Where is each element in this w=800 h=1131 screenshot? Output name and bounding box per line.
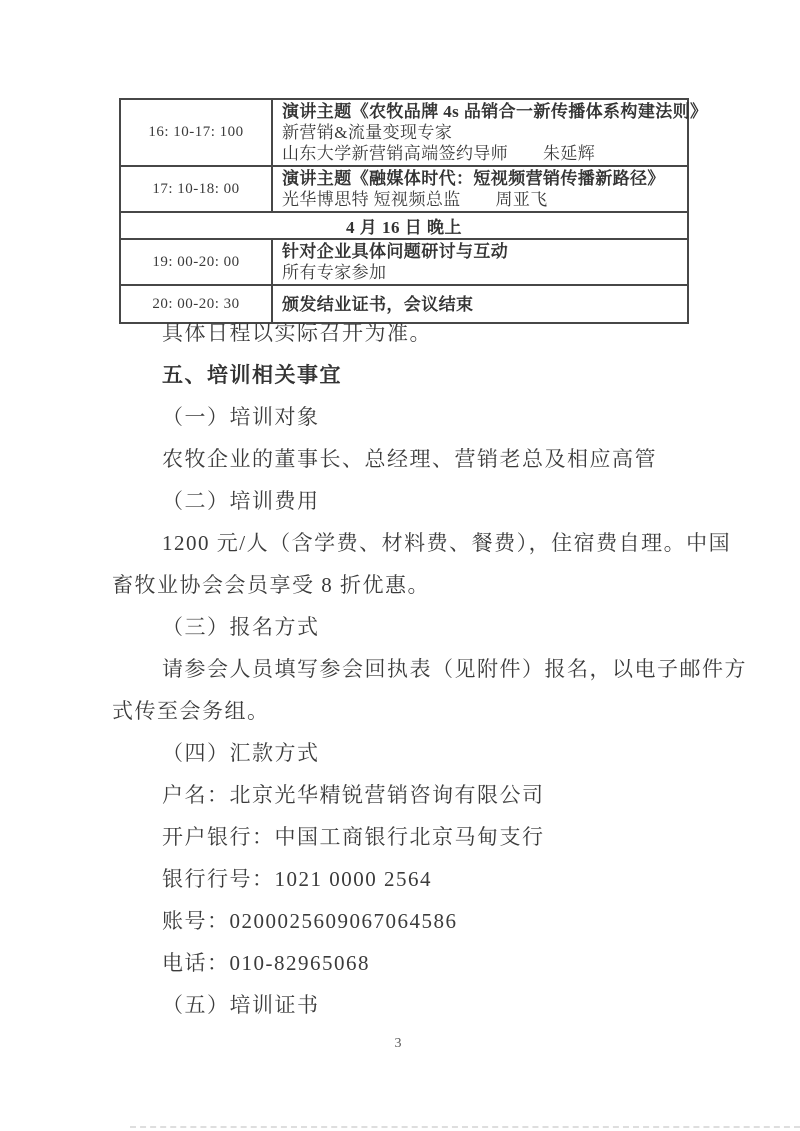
session-content-cell: [272, 166, 688, 212]
schedule-table: [119, 98, 708, 324]
session-content-cell: [272, 99, 708, 166]
body-line: 电话：010-82965068: [162, 951, 370, 975]
session-line: 光华博思特 短视频总监 周亚飞: [282, 190, 548, 209]
time-cell: 17: 10-18: 00: [120, 166, 272, 212]
body-line: 1200 元/人（含学费、材料费、餐费），住宿费自理。中国: [162, 531, 732, 555]
session-line: 新营销&流量变现专家: [282, 123, 453, 142]
body-line: 户名：北京光华精锐营销咨询有限公司: [162, 783, 545, 807]
time-cell: 20: 00-20: 30: [120, 285, 272, 323]
session-line: 山东大学新营销高端签约导师 朱延辉: [282, 144, 596, 163]
session-line: 演讲主题《农牧品牌 4s 品销合一新传播体系构建法则》: [282, 102, 708, 121]
time-cell: 19: 00-20: 00: [120, 239, 272, 285]
day-divider-cell: 4 月 16 日 晚上: [120, 212, 688, 239]
body-line: 式传至会务组。: [112, 699, 270, 723]
body-line: 账号：0200025609067064586: [162, 909, 458, 933]
body-line: （二）培训费用: [162, 489, 320, 513]
table-row: [120, 166, 688, 212]
body-line: 请参会人员填写参会回执表（见附件）报名，以电子邮件方: [162, 657, 747, 681]
body-line: 开户银行：中国工商银行北京马甸支行: [162, 825, 545, 849]
body-line: （三）报名方式: [162, 615, 320, 639]
body-line: 具体日程以实际召开为准。: [162, 321, 432, 345]
table-row: [120, 99, 688, 166]
table-row: [120, 239, 688, 285]
schedule-table-body: [120, 99, 708, 323]
body-text: [112, 312, 747, 1026]
session-line: 颁发结业证书，会议结束: [282, 294, 474, 314]
session-line: 所有专家参加: [282, 263, 387, 282]
body-line: 畜牧业协会会员享受 8 折优惠。: [112, 573, 430, 597]
page-number: 3: [394, 1036, 402, 1051]
body-line: （一）培训对象: [162, 405, 320, 429]
body-line: （五）培训证书: [162, 993, 320, 1017]
scan-edge-artifact: [130, 1126, 800, 1128]
body-line: 五、培训相关事宜: [162, 363, 342, 387]
table-row: [120, 212, 688, 239]
session-content-cell: [272, 239, 688, 285]
body-line: 农牧企业的董事长、总经理、营销老总及相应高管: [162, 447, 657, 471]
body-line: 银行行号：1021 0000 2564: [162, 867, 432, 891]
session-line: 针对企业具体问题研讨与互动: [282, 242, 509, 261]
body-line: （四）汇款方式: [162, 741, 320, 765]
time-cell: 16: 10-17: 100: [120, 99, 272, 166]
session-line: 演讲主题《融媒体时代：短视频营销传播新路径》: [282, 169, 665, 188]
